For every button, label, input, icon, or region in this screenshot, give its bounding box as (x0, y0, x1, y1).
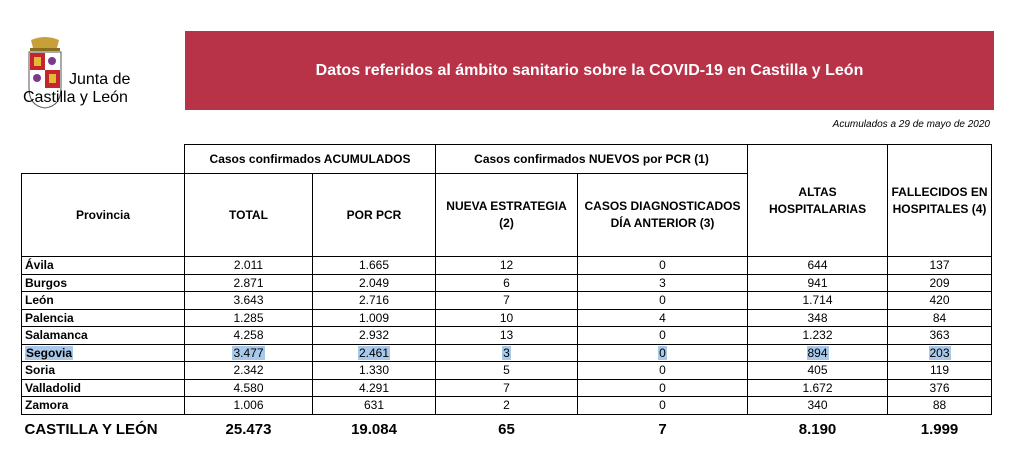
cell-fallecidos: 137 (888, 257, 992, 275)
cell-provincia: Burgos (22, 274, 185, 292)
cell-altas: 348 (748, 309, 888, 327)
cell-provincia: Valladolid (22, 379, 185, 397)
header-empty-cell (22, 145, 185, 174)
header-group-acumulados: Casos confirmados ACUMULADOS (185, 145, 436, 174)
table-row (22, 362, 992, 380)
logo-line-2: Castilla y León (23, 89, 128, 106)
cell-nueva: 13 (436, 327, 578, 345)
cell-total: 4.580 (185, 379, 313, 397)
total-total: 25.473 (225, 420, 272, 438)
total-label: CASTILLA Y LEÓN (24, 420, 158, 438)
cell-pcr: 1.330 (313, 362, 436, 380)
cell-provincia: Soria (22, 362, 185, 380)
cell-casos: 0 (578, 397, 748, 415)
cell-casos: 3 (578, 274, 748, 292)
total-altas: 8.190 (798, 420, 837, 438)
cell-total: 3.643 (185, 292, 313, 310)
cell-nueva: 3 (503, 345, 510, 360)
cell-fallecidos: 119 (888, 362, 992, 380)
table-row (22, 379, 992, 397)
cell-total: 2.011 (185, 257, 313, 275)
cell-total: 4.258 (185, 327, 313, 345)
cell-pcr: 2.932 (313, 327, 436, 345)
cell-nueva: 7 (436, 379, 578, 397)
cell-pcr: 2.049 (313, 274, 436, 292)
cell-nueva: 2 (436, 397, 578, 415)
header-group-nuevos: Casos confirmados NUEVOS por PCR (1) (436, 145, 748, 174)
cell-provincia: Zamora (22, 397, 185, 415)
cell-altas: 340 (748, 397, 888, 415)
header-pcr: POR PCR (313, 174, 436, 257)
cell-fallecidos: 209 (888, 274, 992, 292)
cell-nueva: 7 (436, 292, 578, 310)
cell-casos: 0 (578, 327, 748, 345)
cell-fallecidos: 376 (888, 379, 992, 397)
cell-nueva: 6 (436, 274, 578, 292)
cell-altas: 941 (748, 274, 888, 292)
header-total: TOTAL (185, 174, 313, 257)
cell-casos: 0 (659, 345, 666, 360)
cell-provincia: León (22, 292, 185, 310)
cell-total: 1.006 (185, 397, 313, 415)
cell-altas: 1.232 (748, 327, 888, 345)
table-row (22, 292, 992, 310)
cell-total: 2.871 (185, 274, 313, 292)
cell-casos: 0 (578, 257, 748, 275)
header-casos-dia-anterior: CASOS DIAGNOSTICADOS DÍA ANTERIOR (3) (578, 174, 748, 257)
cell-casos: 0 (578, 292, 748, 310)
header-nueva-estrategia: NUEVA ESTRATEGIA (2) (436, 174, 578, 257)
header-altas: ALTAS HOSPITALARIAS (748, 145, 888, 257)
cell-fallecidos: 88 (888, 397, 992, 415)
cell-provincia: Salamanca (22, 327, 185, 345)
table-row (22, 397, 992, 415)
cell-nueva: 12 (436, 257, 578, 275)
table-row (22, 257, 992, 275)
cell-altas: 1.672 (748, 379, 888, 397)
cell-casos: 0 (578, 362, 748, 380)
cell-pcr: 1.665 (313, 257, 436, 275)
cell-casos: 4 (578, 309, 748, 327)
cell-nueva: 5 (436, 362, 578, 380)
table-row-total (22, 414, 992, 442)
cell-provincia: Palencia (22, 309, 185, 327)
cell-total: 2.342 (185, 362, 313, 380)
cell-casos: 0 (578, 379, 748, 397)
cell-nueva: 10 (436, 309, 578, 327)
page-title: Datos referidos al ámbito sanitario sobre la COVID-19 en Castilla y León (185, 31, 994, 110)
header-provincia: Provincia (22, 174, 185, 257)
cell-fallecidos: 420 (888, 292, 992, 310)
table-row (22, 274, 992, 292)
cell-provincia: Ávila (22, 257, 185, 275)
cell-fallecidos: 203 (929, 345, 950, 360)
covid-data-table (21, 144, 992, 442)
cell-total: 3.477 (233, 345, 264, 360)
cell-pcr: 2.716 (313, 292, 436, 310)
total-nueva: 65 (498, 420, 515, 438)
cell-pcr: 1.009 (313, 309, 436, 327)
date-note: Acumulados a 29 de mayo de 2020 (832, 119, 990, 130)
total-fallecidos: 1.999 (920, 420, 959, 438)
total-pcr: 19.084 (351, 420, 397, 438)
logo-line-1: Junta de (69, 71, 131, 88)
table-row (22, 327, 992, 345)
table-row-highlighted (22, 344, 992, 362)
cell-fallecidos: 363 (888, 327, 992, 345)
cell-altas: 405 (748, 362, 888, 380)
cell-altas: 644 (748, 257, 888, 275)
cell-provincia: Segovia (26, 345, 73, 360)
cell-pcr: 631 (313, 397, 436, 415)
header-fallecidos: FALLECIDOS EN HOSPITALES (4) (888, 145, 992, 257)
cell-fallecidos: 84 (888, 309, 992, 327)
cell-pcr: 4.291 (313, 379, 436, 397)
cell-altas: 1.714 (748, 292, 888, 310)
cell-total: 1.285 (185, 309, 313, 327)
junta-logo (20, 34, 150, 114)
table-row (22, 309, 992, 327)
header-row-groups (22, 145, 992, 174)
cell-altas: 894 (807, 345, 828, 360)
cell-pcr: 2.461 (358, 345, 390, 360)
total-casos: 7 (658, 420, 667, 438)
